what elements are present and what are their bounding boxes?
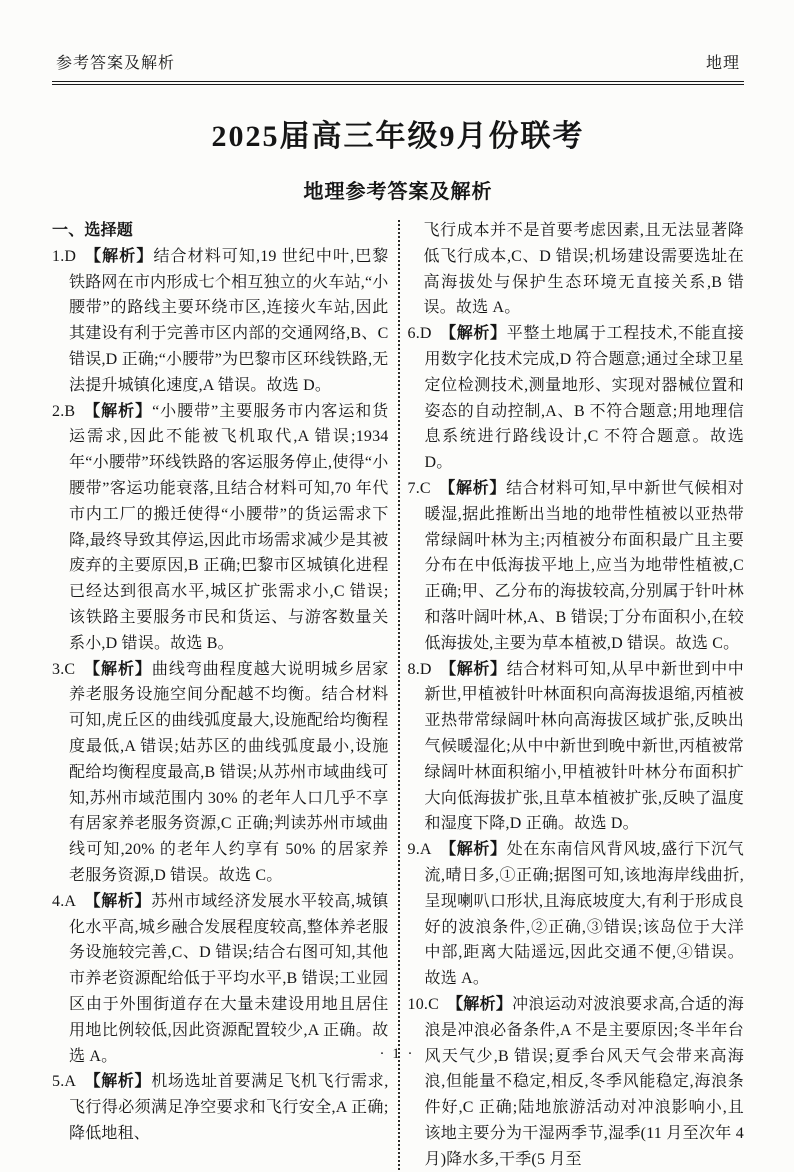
answer-item-1	[52, 244, 389, 399]
header-left-label: 参考答案及解析	[56, 55, 176, 72]
column-divider	[398, 220, 400, 1170]
answer-item-5	[52, 1069, 389, 1146]
jiexi-label: 【解析】	[439, 660, 507, 678]
item-number: 2.B	[52, 402, 76, 420]
item-text: 机场选址首要满足飞机飞行需求,飞行得必须满足净空要求和飞行安全,A 正确;降低地租、	[69, 1073, 389, 1142]
item-text: “小腰带”主要服务市内客运和货运需求,因此不能被飞机取代,A 错误;1934 年“小腰带”环线铁路的客运服务停止,使得“小腰带”客运功能衰落,且结合材料可知,70 年代市内工厂的搬迁使得“小腰带”的货运需求下降,最终导致其停运,因此市场需求减少是其被废弃的主要原因,B 正确;巴黎市区城镇化进程已经达到很高水平,城区扩张需求小,C 错误;该铁路主要服务市民和货运、与游客数量关系小,D 错误。故选 B。	[69, 402, 389, 652]
item-text: 结合材料可知,早中新世气候相对暖湿,据此推断出当地的地带性植被以亚热带常绿阔叶林为主;丙植被分布面积最广且主要分布在中低海拔平地上,应当为地带性植被,C 正确;甲、乙分布的海拔较高,分别属于针叶林和落叶阔叶林,A、B 错误;丁分布面积小,在较低海拔处,主要为草本植被,D 错误。故选 C。	[424, 479, 744, 652]
section-heading: 一、选择题	[52, 222, 134, 239]
page-number: · 1 ·	[379, 1046, 415, 1062]
item-text: 冲浪运动对波浪要求高,合适的海浪是冲浪必备条件,A 不是主要原因;冬半年台风天气少,B 错误;夏季台风天气会带来高海浪,但能量不稳定,相反,冬季风能稳定,海浪条件好,C 正确;陆地旅游活动对冲浪影响小,且该地主要分为干湿两季节,湿季(11 月至次年 4 月)降水多,干季(5 月至	[424, 995, 744, 1168]
jiexi-label: 【解析】	[84, 247, 154, 265]
jiexi-label: 【解析】	[438, 479, 507, 497]
answer-item-9	[408, 837, 745, 992]
jiexi-label: 【解析】	[446, 995, 513, 1013]
answer-item-7	[408, 476, 745, 657]
jiexi-label: 【解析】	[83, 402, 153, 420]
answer-item-4	[52, 889, 389, 1070]
item-number: 10.C	[407, 995, 439, 1013]
answer-item-8	[408, 657, 745, 838]
item-text: 曲线弯曲程度越大说明城乡居家养老服务设施空间分配越不均衡。结合材料可知,虎丘区的曲线弧度最大,设施配给均衡程度最低,A 错误;姑苏区的曲线弧度最小,设施配给均衡程度最高,B 错误;从苏州市域曲线可知,苏州市域范围内 30% 的老年人口几乎不享有居家养老服务资源,C 正确;判读苏州市域曲线可知,20% 的老年人约享有 50% 的居家养老服务资源,D 错误。故选 C。	[69, 660, 389, 884]
item-number: 6.D	[407, 325, 432, 343]
header-right-subject: 地理	[705, 55, 740, 72]
two-column-body	[52, 218, 744, 1172]
answer-item-10	[408, 992, 745, 1172]
answer-item-3	[52, 657, 389, 889]
jiexi-label: 【解析】	[83, 660, 152, 678]
jiexi-label: 【解析】	[84, 1073, 152, 1091]
item-number: 5.A	[52, 1073, 77, 1091]
item-number: 8.D	[407, 660, 432, 678]
item-text: 结合材料可知,19 世纪中叶,巴黎铁路网在市内形成七个相互独立的火车站,“小腰带”的路线主要环绕市区,连接火车站,因此其建设有利于完善市区内部的交通网络,B、C 错误,D 正确;“小腰带”为巴黎市区环线铁路,无法提升城镇化速度,A 错误。故选 D。	[69, 247, 389, 394]
item-text: 苏州市域经济发展水平较高,城镇化水平高,城乡融合发展程度较高,整体养老服务设施较完善,C、D 错误;结合右图可知,其他市养老资源配给低于平均水平,B 错误;工业园区由于外围街道存在大量未建设用地且居住用地比例较低,因此资源配置较少,A 正确。故选 A。	[69, 892, 389, 1065]
jiexi-label: 【解析】	[439, 841, 507, 859]
item-text: 结合材料可知,从早中新世到中中新世,甲植被针叶林面积向高海拔退缩,丙植被亚热带常绿阔叶林向高海拔区域扩张,反映出气候暖湿化;从中中新世到晚中新世,丙植被常绿阔叶林面积缩小,甲植被针叶林分布面积扩大向低海拔扩张,且草本植被扩张,反映了温度和湿度下降,D 正确。故选 D。	[424, 660, 744, 833]
exam-title: 2025届高三年级9月份联考	[211, 120, 585, 153]
item-number: 7.C	[407, 479, 431, 497]
jiexi-label: 【解析】	[84, 892, 152, 910]
answer-item-5-continuation: 飞行成本并不是首要考虑因素,且无法显著降低飞行成本,C、D 错误;机场建设需要选址在高海拔处与保护生态环境无直接关系,B 错误。故选 A。	[423, 222, 744, 317]
jiexi-label: 【解析】	[439, 325, 507, 343]
right-column	[408, 218, 745, 1172]
left-column	[52, 218, 389, 1172]
item-number: 3.C	[52, 660, 76, 678]
item-number: 9.A	[407, 841, 432, 859]
page-header	[52, 48, 744, 85]
item-text: 处在东南信风背风坡,盛行下沉气流,晴日多,①正确;据图可知,该地海岸线曲折,呈现喇叭口形状,且海底坡度大,有利于形成良好的波浪条件,②正确,③错误;该岛位于大洋中部,距离大陆遥远,因此交通不便,④错误。故选 A。	[424, 841, 744, 988]
answer-subtitle: 地理参考答案及解析	[303, 181, 493, 203]
item-number: 1.D	[52, 247, 77, 265]
answer-item-2	[52, 399, 389, 657]
item-number: 4.A	[52, 892, 77, 910]
item-text: 平整土地属于工程技术,不能直接用数字化技术完成,D 符合题意;通过全球卫星定位检测技术,测量地形、实现对器械位置和姿态的自动控制,A、B 不符合题意;用地理信息系统进行路线设计,C 不符合题意。故选 D。	[424, 325, 744, 472]
answer-item-6	[408, 321, 745, 476]
